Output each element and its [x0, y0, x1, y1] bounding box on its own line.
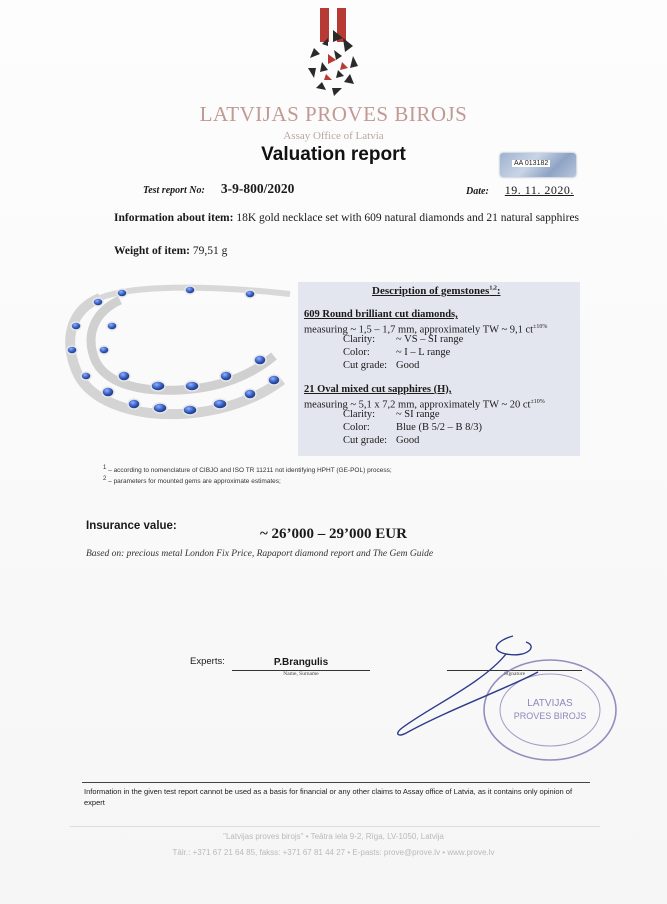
- diamonds-heading: 609 Round brilliant cut diamonds,: [304, 309, 458, 320]
- item-info-label: Information about item:: [114, 212, 234, 224]
- stamp-line-1: LATVIJAS: [527, 698, 573, 709]
- assay-office-logo-icon: [298, 8, 368, 108]
- disclaimer-rule: [82, 782, 590, 783]
- experts-label: Experts:: [190, 656, 225, 667]
- sapphires-measuring: measuring ~ 5,1 x 7,2 mm, approximately TW ~ 20 $ct^{\pm 10\%}$: [304, 399, 545, 411]
- stamp-line-2: PROVES BIROJS: [513, 711, 587, 721]
- item-weight: [114, 245, 227, 257]
- diamonds-clarity-label: Clarity:: [343, 334, 376, 345]
- diamonds-clarity-value: ~ VS – SI range: [396, 334, 464, 345]
- diamonds-cut-value: Good: [396, 360, 420, 371]
- sapphires-color-label: Color:: [343, 422, 370, 433]
- weight-value: 79,51 g: [192, 245, 228, 257]
- gemstones-title: Description of gemstones$^{1,2}$:: [372, 285, 501, 297]
- sapphires-cut-label: Cut grade:: [343, 435, 388, 446]
- date-row: [466, 183, 574, 198]
- sapphires-clarity-value: ~ SI range: [396, 409, 440, 420]
- hologram-code: AA 013182: [514, 160, 549, 167]
- expert-name: P.Brangulis: [273, 657, 329, 668]
- organization-name: LATVIJAS PROVES BIROJS: [199, 102, 468, 126]
- diamonds-measuring: measuring ~ 1,5 – 1,7 mm, approximately TW ~ 9,1 $ct^{\pm 10\%}$: [304, 324, 548, 336]
- disclaimer-text: Information in the given test report cannot be used as a basis for financial or any other claims to Assay office of Latvia, as it contains only opinion of expert: [84, 787, 573, 807]
- organization-subtitle: Assay Office of Latvia: [283, 130, 384, 142]
- hologram-sticker: [500, 153, 576, 177]
- test-report-row: [143, 181, 294, 197]
- sapphires-cut-value: Good: [396, 435, 420, 446]
- item-info-value: 18K gold necklace set with 609 natural diamonds and 21 natural sapphires: [236, 212, 580, 224]
- sapphires-heading: 21 Oval mixed cut sapphires (H),: [304, 384, 452, 395]
- insurance-basis: Based on: precious metal London Fix Price, Rapaport diamond report and The Gem Guide: [86, 549, 434, 559]
- diamonds-cut-label: Cut grade:: [343, 360, 388, 371]
- footer-address: "Latvijas proves birojs" • Teātra iela 9-2, Rīga, LV-1050, Latvija: [223, 832, 444, 841]
- diamonds-color-value: ~ I – L range: [396, 347, 451, 358]
- date-label: Date:: [466, 186, 489, 197]
- date-value: 19. 11. 2020.: [504, 183, 574, 197]
- footnote-1: 1 – according to nomenclature of CIBJO and ISO TR 11211 not identifying HPHT (GE-POL) process;: [103, 465, 392, 475]
- footer-rule: [70, 826, 600, 827]
- document-title: Valuation report: [261, 144, 406, 165]
- handwritten-signature: [388, 628, 548, 738]
- signature-caption: Signature: [503, 671, 526, 677]
- sapphires-clarity-label: Clarity:: [343, 409, 376, 420]
- footnote-2: 2 – parameters for mounted gems are approximate estimates;: [103, 476, 281, 486]
- footer-contacts: Tālr.: +371 67 21 64 85, fakss: +371 67 81 44 27 • E-pasts: prove@prove.lv • www.prove.lv: [172, 848, 495, 857]
- insurance-value: ~ 26’000 – 29’000 EUR: [260, 526, 407, 542]
- item-information: [114, 211, 584, 226]
- test-report-number: 3-9-800/2020: [220, 181, 295, 196]
- diamonds-color-label: Color:: [343, 347, 370, 358]
- weight-label: Weight of item:: [114, 245, 191, 257]
- test-report-label: Test report No:: [143, 185, 205, 196]
- name-surname-caption: Name, Surname: [283, 671, 319, 677]
- sapphires-color-value: Blue (B 5/2 – B 8/3): [396, 422, 483, 433]
- necklace-photo: [60, 280, 292, 430]
- insurance-label: Insurance value:: [86, 520, 177, 532]
- footnotes: [103, 464, 392, 486]
